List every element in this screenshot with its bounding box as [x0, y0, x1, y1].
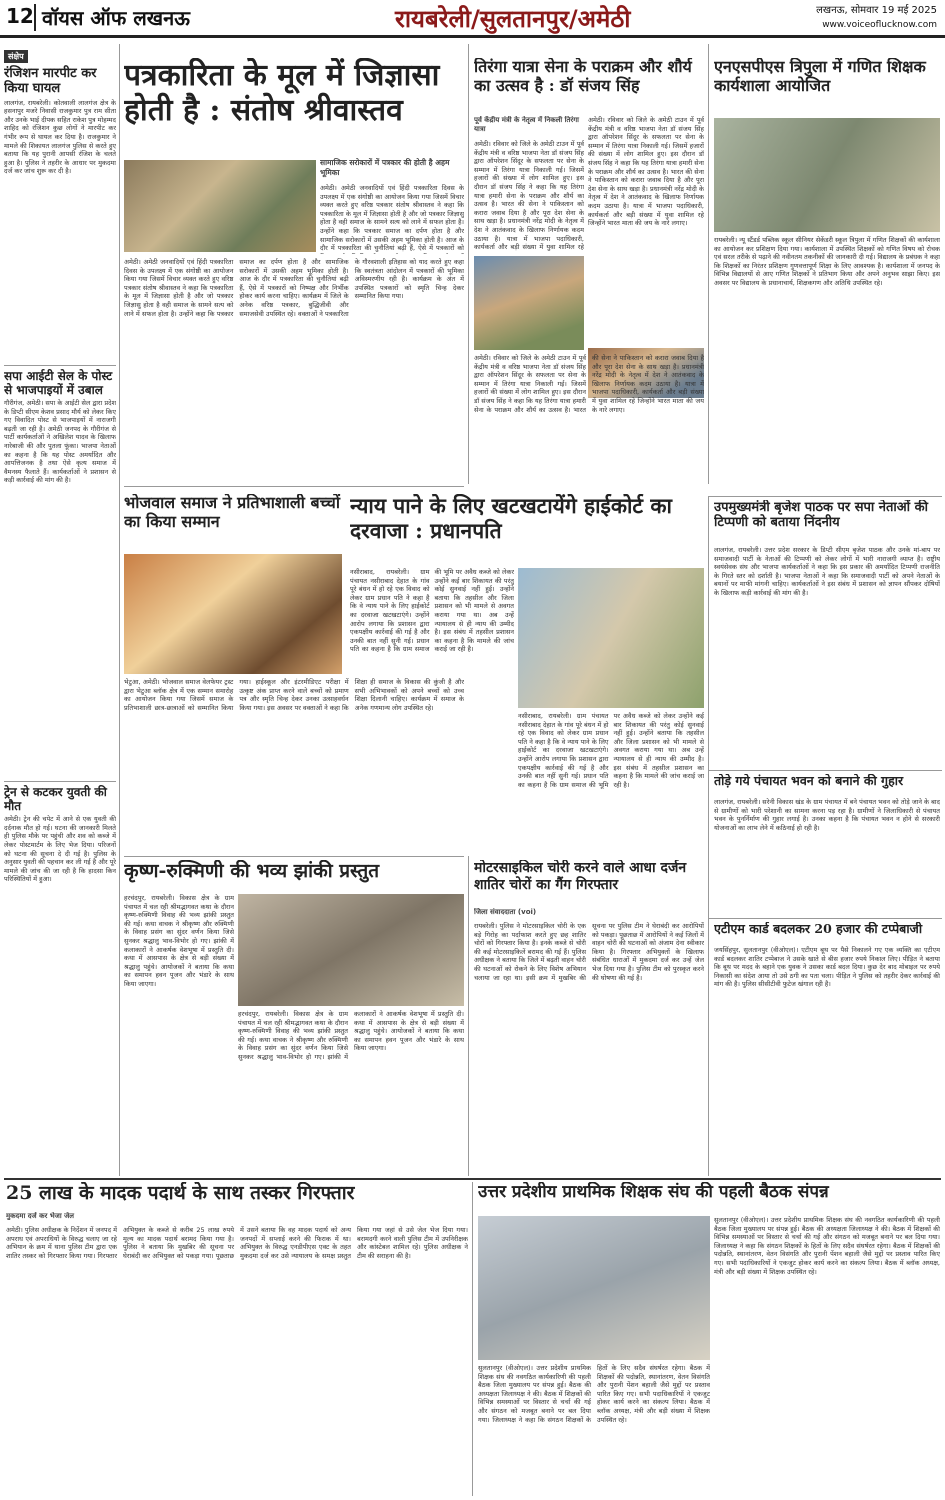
article-body: अमेठी। अमेठी जनवादियों एवं हिंदी पत्रकारिता दिवस के उपलक्ष्य में एक संगोष्ठी का आयोजन किया गया जिसमें विचार व्यक्त करते हुए वरिष्ठ पत्रकार संतोष श्रीवास्तव ने कहा कि पत्रकारिता के मूल में जिज्ञासा होती है और जो पत्रकार जिज्ञासु होता है वही समाज के सामने सत्य को लाने में सफल होता है। उन्होंने कहा कि पत्रकार समाज का दर्पण होता है और सामाजिक सरोकारों में उसकी अहम भूमिका होती है। आज के दौर में पत्रकारिता की चुनौतियां बढ़ी हैं, ऐसे में पत्रकारों को निष्पक्ष और निर्भीक होकर कार्य करना चाहिए। कार्यक्रम में जिले के अनेक वरिष्ठ पत्रकार, बुद्धिजीवी और समाजसेवी उपस्थित रहे। वक्ताओं ने पत्रकारिता के गौरवशाली इतिहास को याद करते हुए कहा कि स्वतंत्रता आंदोलन में पत्रकारों की भूमिका अविस्मरणीय रही है। कार्यक्रम के अंत में उपस्थित पत्रकारों को स्मृति चिन्ह देकर सम्मानित किया गया।: [124, 258, 464, 318]
article-headline: [124, 494, 344, 552]
subhead-text: पूर्व केंद्रीय मंत्री के नेतृत्व में निकली तिरंगा यात्रा: [474, 116, 579, 133]
article-body: अमेठी। रविवार को जिले के अमेठी टाउन में पूर्व केंद्रीय मंत्री व वरिष्ठ भाजपा नेता डॉ संजय सिंह द्वारा ऑपरेशन सिंदूर के सफलता पर सेना के सम्मान में तिरंगा यात्रा निकाली गई। जिसमें हजारों की संख्या में लोग शामिल हुए। इस दौरान डॉ संजय सिंह ने कहा कि यह तिरंगा यात्रा हमारी सेना के पराक्रम और शौर्य का उत्सव है। भारत की सेना ने पाकिस्तान को करारा जवाब दिया है और पूरा देश सेना के साथ खड़ा है। प्रधानमंत्री नरेंद्र मोदी के नेतृत्व में देश ने आतंकवाद के खिलाफ निर्णायक कदम उठाया है। यात्रा में भाजपा पदाधिकारी, कार्यकर्ता और बड़ी संख्या में युवा शामिल रहे जिन्होंने भारत माता की जय के नारे लगाए।: [474, 354, 704, 414]
region-title: रायबरेली/सुलतानपुर/अमेठी: [395, 5, 631, 33]
jhanki-photo: [238, 894, 464, 1006]
tiranga-yatra-photo: [474, 256, 584, 350]
paper-name: वॉयस ऑफ लखनऊ: [34, 4, 190, 31]
headline-text: कृष्ण-रुक्मिणी की भव्य झांकी प्रस्तुत: [124, 860, 380, 882]
article-body: लालगंज, रायबरेली। उत्तर प्रदेश सरकार के डिप्टी सीएम बृजेश पाठक और उनके मां-बाप पर समाजवादी पार्टी के नेताओं की टिप्पणी को लेकर लोगों में भारी नाराजगी व्याप्त है। राष्ट्रीय स्वयंसेवक संघ और भाजपा कार्यकर्ताओं ने कहा कि इस प्रकार की अमर्यादित टिप्पणी राजनीति के गिरते स्तर को दर्शाती है। भाजपा नेताओं ने कहा कि समाजवादी पार्टी को अपने नेताओं के बयानों पर माफी मांगनी चाहिए। कार्यकर्ताओं ने इस संबंध में प्रशासन को ज्ञापन सौंपकर दोषियों के खिलाफ कड़ी कार्रवाई की मांग की है।: [714, 546, 940, 597]
brief-body: लालगंज, रायबरेली। कोतवाली लालगंज क्षेत्र के हसनापुर मजरे निवासी राजकुमार पुत्र राम सीता और उनके भाई दीपक सहित राकेश पुत्र मोहम्मद शाहिद को रंजिशन कुछ लोगों ने मारपीट कर गंभीर रूप से घायल कर दिया है। राजकुमार ने मामले की शिकायत लालगंज पुलिस से करते हुए बताया कि यह पुरानी आपसी रंजिश के चलते हुआ है। पुलिस ने तहरीर के आधार पर मुकदमा दर्ज कर जांच शुरू कर दी है।: [4, 98, 116, 176]
headline-text: एनएसपीएस त्रिपुला में गणित शिक्षक कार्यशाला आयोजित: [714, 58, 926, 95]
headline-text: भोजवाल समाज ने प्रतिभाशाली बच्चों का किया सम्मान: [124, 494, 340, 531]
headline-text: तोड़े गये पंचायत भवन को बनाने की गुहार: [714, 774, 904, 788]
article-headline: [124, 58, 464, 156]
article-headline: [714, 922, 940, 944]
article-headline: [350, 494, 700, 564]
article-body: नसीराबाद, रायबरेली। ग्राम पंचायत नसीराबाद देहात के गांव पूरे बंधन में हो रहे एक विवाद को लेकर ग्राम प्रधान पति ने कहा है कि वे न्याय पाने के लिए हाईकोर्ट का दरवाजा खटखटाएंगे। उन्होंने आरोप लगाया कि प्रशासन द्वारा एकपक्षीय कार्रवाई की गई है और उनकी बात नहीं सुनी गई। प्रधान पति का कहना है कि ग्राम समाज की भूमि पर अवैध कब्जे को लेकर उन्होंने कई बार शिकायत की परंतु कोई सुनवाई नहीं हुई। उन्होंने बताया कि तहसील और जिला प्रशासन को भी मामले से अवगत कराया गया था। अब उन्हें न्यायालय से ही न्याय की उम्मीद है। इस संबंध में तहसील प्रशासन का कहना है कि मामले की जांच कराई जा रही है।: [518, 712, 704, 789]
article-body: सुलतानपुर (वीओएल)। उत्तर प्रदेशीय प्राथमिक शिक्षक संघ की नवगठित कार्यकारिणी की पहली बैठक जिला मुख्यालय पर संपन्न हुई। बैठक की अध्यक्षता जिलाध्यक्ष ने की। बैठक में शिक्षकों की विभिन्न समस्याओं पर विस्तार से चर्चा की गई और संगठन को मजबूत बनाने पर बल दिया गया। जिलाध्यक्ष ने कहा कि संगठन शिक्षकों के हितों के लिए सदैव संघर्षरत रहेगा। बैठक में शिक्षकों की पदोन्नति, स्थानांतरण, वेतन विसंगति और पुरानी पेंशन बहाली जैसे मुद्दों पर प्रस्ताव पारित किए गए। सभी पदाधिकारियों ने एकजुट होकर कार्य करने का संकल्प लिया। बैठक में ब्लॉक अध्यक्ष, मंत्री और बड़ी संख्या में शिक्षक उपस्थित रहे।: [714, 1216, 940, 1276]
article-body: सुलतानपुर (वीओएल)। उत्तर प्रदेशीय प्राथमिक शिक्षक संघ की नवगठित कार्यकारिणी की पहली बैठक जिला मुख्यालय पर संपन्न हुई। बैठक की अध्यक्षता जिलाध्यक्ष ने की। बैठक में शिक्षकों की विभिन्न समस्याओं पर विस्तार से चर्चा की गई और संगठन को मजबूत बनाने पर बल दिया गया। जिलाध्यक्ष ने कहा कि संगठन शिक्षकों के हितों के लिए सदैव संघर्षरत रहेगा। बैठक में शिक्षकों की पदोन्नति, स्थानांतरण, वेतन विसंगति और पुरानी पेंशन बहाली जैसे मुद्दों पर प्रस्ताव पारित किए गए। सभी पदाधिकारियों ने एकजुट होकर कार्य करने का संकल्प लिया। बैठक में ब्लॉक अध्यक्ष, मंत्री और बड़ी संख्या में शिक्षक उपस्थित रहे।: [478, 1364, 710, 1424]
brief-title: ट्रेन से कटकर युवती की मौत: [4, 781, 116, 813]
field-photo: [518, 568, 704, 708]
brief-title: सपा आईटी सेल के पोस्ट से भाजपाइयों में उबाल: [4, 365, 116, 397]
article-body: रायबरेली। पुलिस ने मोटरसाइकिल चोरी के एक बड़े गिरोह का पर्दाफाश करते हुए छह शातिर चोरों को गिरफ्तार किया है। इनके कब्जे से चोरी की कई मोटरसाइकिलें बरामद की गई हैं। पुलिस अधीक्षक ने बताया कि जिले में बढ़ती वाहन चोरी की घटनाओं को रोकने के लिए विशेष अभियान चलाया जा रहा था। इसी क्रम में मुखबिर की सूचना पर पुलिस टीम ने घेराबंदी कर आरोपियों को पकड़ा। पूछताछ में आरोपियों ने कई जिलों में वाहन चोरी की घटनाओं को अंजाम देना स्वीकार किया है। गिरफ्तार अभियुक्तों के खिलाफ संबंधित धाराओं में मुकदमा दर्ज कर उन्हें जेल भेज दिया गया है। पुलिस टीम को पुरस्कृत करने की घोषणा की गई है।: [474, 922, 704, 982]
headline-text: न्याय पाने के लिए खटखटायेंगे हाईकोर्ट का दरवाजा : प्रधानपति: [350, 494, 672, 543]
page-number: 12: [6, 4, 34, 28]
article-body: हरचंदपुर, रायबरेली। विकास क्षेत्र के ग्राम पंचायत में चल रही श्रीमद्भागवत कथा के दौरान कृष्ण-रुक्मिणी विवाह की भव्य झांकी प्रस्तुत की गई। कथा वाचक ने श्रीकृष्ण और रुक्मिणी के विवाह प्रसंग का सुंदर वर्णन किया जिसे सुनकर श्रद्धालु भाव-विभोर हो गए। झांकी में कलाकारों ने आकर्षक वेशभूषा में प्रस्तुति दी। कथा में आसपास के क्षेत्र से बड़ी संख्या में श्रद्धालु पहुंचे। आयोजकों ने बताया कि कथा का समापन हवन पूजन और भंडारे के साथ किया जाएगा।: [124, 894, 234, 988]
article-headline: [474, 58, 704, 118]
workshop-photo: [714, 118, 940, 232]
article-headline: [714, 500, 940, 544]
website[interactable]: www.voiceoflucknow.com: [822, 20, 937, 30]
brief-body: अमेठी। ट्रेन की चपेट में आने से एक युवती की दर्दनाक मौत हो गई। घटना की जानकारी मिलते ही पुलिस मौके पर पहुंची और शव को कब्जे में लेकर पोस्टमार्टम के लिए भेज दिया। परिजनों को घटना की सूचना दे दी गई है। पुलिस के अनुसार युवती की पहचान कर ली गई है और पूरे मामले की जांच की जा रही है कि हादसा किन परिस्थितियों में हुआ।: [4, 815, 116, 884]
article-headline: [474, 860, 704, 910]
dateline-text: जिला संवाददाता (voi): [474, 908, 537, 916]
brief-title: रंजिशन मारपीट कर किया घायल: [4, 66, 97, 97]
headline-text: तिरंगा यात्रा सेना के पराक्रम और शौर्य का उत्सव है : डॉ संजय सिंह: [474, 58, 692, 95]
subhead-text: मुकदमा दर्ज कर भेजा जेल: [6, 1212, 75, 1220]
article-subhead: [320, 158, 464, 180]
article-body: अमेठी। अमेठी जनवादियों एवं हिंदी पत्रकारिता दिवस के उपलक्ष्य में एक संगोष्ठी का आयोजन किया गया जिसमें विचार व्यक्त करते हुए वरिष्ठ पत्रकार संतोष श्रीवास्तव ने कहा कि पत्रकारिता के मूल में जिज्ञासा होती है और जो पत्रकार जिज्ञासु होता है वही समाज के सामने सत्य को लाने में सफल होता है। उन्होंने कहा कि पत्रकार समाज का दर्पण होता है और सामाजिक सरोकारों में उसकी अहम भूमिका होती है। आज के दौर में पत्रकारिता की चुनौतियां बढ़ी हैं, ऐसे में पत्रकारों को: [320, 184, 464, 253]
article-subhead: [6, 1212, 156, 1224]
headline-text: उपमुख्यमंत्री बृजेश पाठक पर सपा नेताओं की टिप्पणी को बताया निंदनीय: [714, 500, 928, 531]
issue-date: लखनऊ, सोमवार 19 मई 2025: [816, 5, 937, 16]
samman-photo: [124, 554, 342, 674]
article-body: अमेठी। पुलिस अधीक्षक के निर्देशन में जनपद में अपराध एवं अपराधियों के विरुद्ध चलाए जा रहे अभियान के क्रम में थाना पुलिस टीम द्वारा एक शातिर तस्कर को गिरफ्तार किया गया। गिरफ्तार अभियुक्त के कब्जे से करीब 25 लाख रुपये मूल्य का मादक पदार्थ बरामद किया गया है। पुलिस ने बताया कि मुखबिर की सूचना पर घेराबंदी कर अभियुक्त को पकड़ा गया। पूछताछ में उसने बताया कि वह मादक पदार्थ को अन्य जनपदों में सप्लाई करने की फिराक में था। अभियुक्त के विरुद्ध एनडीपीएस एक्ट के तहत मुकदमा दर्ज कर उसे न्यायालय के समक्ष प्रस्तुत किया गया जहां से उसे जेल भेज दिया गया। बरामदगी करने वाली पुलिस टीम में उपनिरीक्षक और कांस्टेबल शामिल रहे। पुलिस अधीक्षक ने टीम की सराहना की है।: [6, 1226, 468, 1260]
article-headline: [124, 860, 464, 890]
article-body: हरचंदपुर, रायबरेली। विकास क्षेत्र के ग्राम पंचायत में चल रही श्रीमद्भागवत कथा के दौरान कृष्ण-रुक्मिणी विवाह की भव्य झांकी प्रस्तुत की गई। कथा वाचक ने श्रीकृष्ण और रुक्मिणी के विवाह प्रसंग का सुंदर वर्णन किया जिसे सुनकर श्रद्धालु भाव-विभोर हो गए। झांकी में कलाकारों ने आकर्षक वेशभूषा में प्रस्तुति दी। कथा में आसपास के क्षेत्र से बड़ी संख्या में श्रद्धालु पहुंचे। आयोजकों ने बताया कि कथा का समापन हवन पूजन और भंडारे के साथ किया जाएगा।: [238, 1010, 464, 1061]
article-body: अमेठी। रविवार को जिले के अमेठी टाउन में पूर्व केंद्रीय मंत्री व वरिष्ठ भाजपा नेता डॉ संजय सिंह द्वारा ऑपरेशन सिंदूर के सफलता पर सेना के सम्मान में तिरंगा यात्रा निकाली गई। जिसमें हजारों की संख्या में लोग शामिल हुए। इस दौरान डॉ संजय सिंह ने कहा कि यह तिरंगा यात्रा हमारी सेना के पराक्रम और शौर्य का उत्सव है। भारत की सेना ने पाकिस्तान को करारा जवाब दिया है और पूरा देश सेना के साथ खड़ा है। प्रधानमंत्री नरेंद्र मोदी के नेतृत्व में देश ने आतंकवाद के खिलाफ निर्णायक कदम उठाया है। यात्रा में भाजपा पदाधिकारी, कार्यकर्ता और बड़ी संख्या में युवा शामिल रहे: [474, 140, 584, 252]
sankshep-column: [4, 44, 116, 1176]
headline-text: मोटरसाइकिल चोरी करने वाले आधा दर्जन शातिर चोरों का गैंग गिरफ्तार: [474, 860, 687, 893]
article-body: नसीराबाद, रायबरेली। ग्राम पंचायत नसीराबाद देहात के गांव पूरे बंधन में हो रहे एक विवाद को लेकर ग्राम प्रधान पति ने कहा है कि वे न्याय पाने के लिए हाईकोर्ट का दरवाजा खटखटाएंगे। उन्होंने आरोप लगाया कि प्रशासन द्वारा एकपक्षीय कार्रवाई की गई है और उनकी बात नहीं सुनी गई। प्रधान पति का कहना है कि ग्राम समाज की भूमि पर अवैध कब्जे को लेकर उन्होंने कई बार शिकायत की परंतु कोई सुनवाई नहीं हुई। उन्होंने बताया कि तहसील और जिला प्रशासन को भी मामले से अवगत कराया गया था। अब उन्हें न्यायालय से ही न्याय की उम्मीद है। इस संबंध में तहसील प्रशासन का कहना है कि मामले की जांच कराई जा रही है।: [350, 568, 514, 654]
brief-body: गौरीगंज, अमेठी। सपा के आईटी सेल द्वारा प्रदेश के डिप्टी सीएम केशव प्रसाद मौर्य को लेकर किए गए विवादित पोस्ट से भाजपाइयों में नाराजगी बढ़ती जा रही है। अमेठी जनपद के गौरीगंज से पार्टी कार्यकर्ताओं ने अखिलेश यादव के खिलाफ नारेबाजी की और पुतला फूंका। भाजपा नेताओं का कहना है कि यह पोस्ट अमर्यादित और आपत्तिजनक है तथा ऐसे कृत्य समाज में वैमनस्य फैलाते हैं। कार्यकर्ताओं ने प्रशासन से कड़ी कार्रवाई की मांग की है।: [4, 398, 116, 485]
headline-text: पत्रकारिता के मूल में जिज्ञासा होती है : संतोष श्रीवास्तव: [124, 58, 440, 129]
headline-text: 25 लाख के मादक पदार्थ के साथ तस्कर गिरफ्तार: [6, 1182, 355, 1204]
article-subhead: [474, 116, 584, 136]
article-body: रायबरेली। न्यू स्टैंडर्ड पब्लिक स्कूल सीनियर सेकेंडरी स्कूल त्रिपुला में गणित शिक्षकों की कार्यशाला का आयोजन कर प्रशिक्षण दिया गया। कार्यशाला में उपस्थित शिक्षकों को गणित विषय को रोचक एवं सरल तरीके से पढ़ाने की नवीनतम तकनीकों की जानकारी दी गई। विद्यालय के प्रबंधक ने कहा कि शिक्षकों का निरंतर प्रशिक्षण गुणवत्तापूर्ण शिक्षा के लिए आवश्यक है। कार्यशाला में जनपद के विभिन्न विद्यालयों से आए गणित शिक्षकों ने प्रतिभाग किया और अपने अनुभव साझा किए। इस अवसर पर विद्यालय के प्रधानाचार्य, शिक्षकगण और अतिथि उपस्थित रहे।: [714, 236, 940, 287]
masthead: [0, 0, 945, 38]
article-body: जयसिंहपुर, सुलतानपुर (वीओएल)। एटीएम बूथ पर पैसे निकालने गए एक व्यक्ति का एटीएम कार्ड बदलकर शातिर टप्पेबाज ने उसके खाते से बीस हजार रुपये निकाल लिए। पीड़ित ने बताया कि बूथ पर मदद के बहाने एक युवक ने उसका कार्ड बदल दिया। कुछ देर बाद मोबाइल पर रुपये निकासी का संदेश आया तो उसे ठगी का पता चला। पीड़ित ने पुलिस को तहरीर देकर कार्रवाई की मांग की है। पुलिस सीसीटीवी फुटेज खंगाल रही है।: [714, 946, 940, 989]
meeting-photo: [478, 1216, 710, 1360]
subhead-text: सामाजिक सरोकारों में पत्रकार की होती है अहम भूमिका: [320, 158, 450, 177]
headline-text: एटीएम कार्ड बदलकर 20 हजार की टप्पेबाजी: [714, 922, 923, 936]
article-body: भेटुआ, अमेठी। भोजवाल समाज वेलफेयर ट्रस्ट द्वारा भेटुआ ब्लॉक क्षेत्र में एक सम्मान समारोह का आयोजन किया गया जिसमें समाज के प्रतिभाशाली छात्र-छात्राओं को सम्मानित किया गया। हाईस्कूल और इंटरमीडिएट परीक्षा में उत्कृष्ट अंक प्राप्त करने वाले बच्चों को प्रमाण पत्र और स्मृति चिन्ह देकर उनका उत्साहवर्धन किया गया। इस अवसर पर वक्ताओं ने कहा कि शिक्षा ही समाज के विकास की कुंजी है और सभी अभिभावकों को अपने बच्चों को उच्च शिक्षा दिलानी चाहिए। कार्यक्रम में समाज के अनेक गणमान्य लोग उपस्थित रहे।: [124, 678, 464, 712]
felicitation-photo: [124, 160, 316, 252]
headline-text: उत्तर प्रदेशीय प्राथमिक शिक्षक संघ की पहली बैठक संपन्न: [478, 1182, 829, 1202]
article-headline: [714, 58, 940, 114]
article-headline: [6, 1182, 468, 1212]
sankshep-label: संक्षेप: [4, 50, 28, 63]
article-headline: [478, 1182, 938, 1212]
article-dateline: [474, 908, 594, 920]
article-body: लालगंज, रायबरेली। सरेनी विकास खंड के ग्राम पंचायत में बने पंचायत भवन को तोड़े जाने के बाद से ग्रामीणों को भारी परेशानी का सामना करना पड़ रहा है। ग्रामीणों ने जिलाधिकारी से पंचायत भवन के पुनर्निर्माण की गुहार लगाई है। उनका कहना है कि पंचायत भवन न होने से सरकारी योजनाओं का लाभ लेने में कठिनाई हो रही है।: [714, 798, 940, 832]
article-headline: [714, 774, 940, 796]
article-body: अमेठी। रविवार को जिले के अमेठी टाउन में पूर्व केंद्रीय मंत्री व वरिष्ठ भाजपा नेता डॉ संजय सिंह द्वारा ऑपरेशन सिंदूर के सफलता पर सेना के सम्मान में तिरंगा यात्रा निकाली गई। जिसमें हजारों की संख्या में लोग शामिल हुए। इस दौरान डॉ संजय सिंह ने कहा कि यह तिरंगा यात्रा हमारी सेना के पराक्रम और शौर्य का उत्सव है। भारत की सेना ने पाकिस्तान को करारा जवाब दिया है और पूरा देश सेना के साथ खड़ा है। प्रधानमंत्री नरेंद्र मोदी के नेतृत्व में देश ने आतंकवाद के खिलाफ निर्णायक कदम उठाया है। यात्रा में भाजपा पदाधिकारी, कार्यकर्ता और बड़ी संख्या में युवा शामिल रहे जिन्होंने भारत माता की जय के नारे लगाए।: [588, 116, 704, 228]
